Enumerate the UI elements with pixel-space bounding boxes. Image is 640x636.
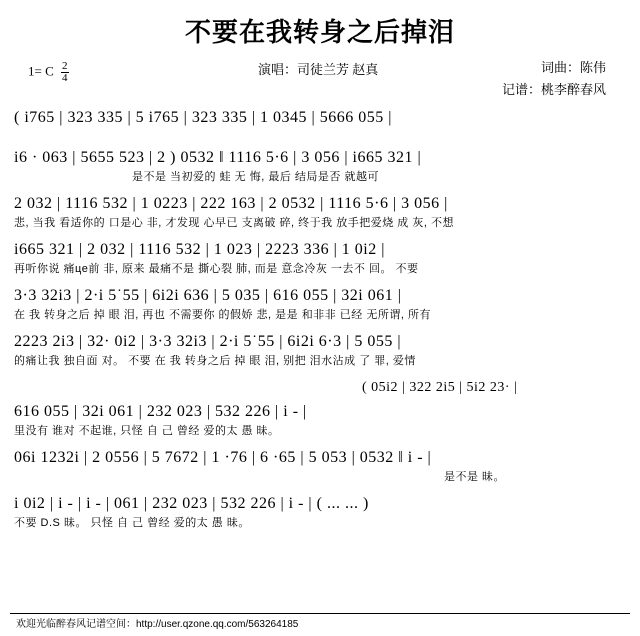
footer-text: 欢迎光临醉春风记谱空间：http://user.qzone.qq.com/563264185 bbox=[16, 619, 299, 630]
lyric-line: 再听你说 痛це前 非, 原来 最痛不是 撕心裂 肺, 而是 意念冷灰 一去不 回。 不要 bbox=[14, 263, 419, 275]
note-line: ( 05i2 | 322 2i5 | 5i2 23· | bbox=[362, 380, 518, 395]
note-line: i 0i2 | i - | i - | 061 | 232 023 | 532 226 | i - | ( ... ... ) bbox=[14, 495, 369, 512]
music-system bbox=[14, 331, 626, 377]
music-system bbox=[14, 193, 626, 239]
lyric-line: 是不是 昧。 bbox=[444, 471, 506, 483]
music-system bbox=[14, 447, 626, 493]
key-signature bbox=[28, 61, 69, 84]
music-system bbox=[14, 285, 626, 331]
music-system bbox=[14, 493, 626, 539]
page-title: 不要在我转身之后掉泪 bbox=[184, 18, 455, 47]
note-line: 616 055 | 32i 061 | 232 023 | 532 226 | i - | bbox=[14, 403, 307, 420]
footer-divider bbox=[10, 613, 630, 614]
note-line: 06i 1232i | 2 0556 | 5 7672 | 1 ·76 | 6 ·65 | 5 053 | 0532 ‖ i - | bbox=[14, 449, 432, 466]
sheet-music-page bbox=[0, 12, 640, 636]
lyric-line: 在 我 转身之后 掉 眼 泪, 再也 不需要你 的假娇 悲, 是是 和非非 已经 无所谓, 所有 bbox=[14, 309, 431, 321]
key-signature-label: 1= C bbox=[28, 63, 54, 79]
note-line: i6 · 063 | 5655 523 | 2 ) 0532 ‖ 1116 5·6 | 3 056 | i665 321 | bbox=[14, 149, 422, 166]
lyric-line: 不要 D.S 昧。 只怪 自 己 曾经 爱的太 愚 昧。 bbox=[14, 517, 250, 529]
note-line: 3·3 32i3 | 2·i 5˙55 | 6i2i 636 | 5 035 | 616 055 | 32i 061 | bbox=[14, 287, 402, 304]
music-system bbox=[14, 107, 626, 147]
note-line: 2223 2i3 | 32· 0i2 | 3·3 32i3 | 2·i 5˙55 | 6i2i 6·3 | 5 055 | bbox=[14, 333, 402, 350]
credit-singer: 演唱：司徒兰芳 赵真 bbox=[258, 62, 379, 77]
note-line: ( i765 | 323 335 | 5 i765 | 323 335 | 1 0345 | 5666 055 | bbox=[14, 109, 392, 126]
lyric-line: 里没有 谁对 不起谁, 只怪 自 己 曾经 爱的太 愚 昧。 bbox=[14, 425, 280, 437]
credit-notator: 记谱：桃李醉春风 bbox=[501, 82, 606, 97]
lyric-line: 是不是 当初爱的 蛙 无 悔, 最后 结局是否 就越可 bbox=[132, 171, 379, 183]
lyric-line: 悲, 当我 看适你的 口是心 非, 才发现 心早已 支离破 碎, 终于我 放手把爱烧 成 灰, 不想 bbox=[14, 217, 454, 229]
music-system bbox=[14, 239, 626, 285]
music-system bbox=[14, 147, 626, 193]
lyric-line: 的痛让我 独自面 对。 不要 在 我 转身之后 掉 眼 泪, 别把 泪水沾成 了 罪, 爱情 bbox=[14, 355, 416, 367]
score-header bbox=[0, 55, 640, 107]
lyric-line bbox=[14, 129, 626, 145]
music-system bbox=[14, 401, 626, 447]
time-signature-denominator: 4 bbox=[62, 72, 68, 84]
time-signature-numerator: 2 bbox=[62, 60, 68, 72]
note-line: 2 032 | 1116 532 | 1 0223 | 222 163 | 2 0532 | 1116 5·6 | 3 056 | bbox=[14, 195, 448, 212]
credit-writer: 词曲：陈伟 bbox=[540, 60, 606, 75]
time-signature bbox=[61, 61, 69, 84]
note-line: i665 321 | 2 032 | 1116 532 | 1 023 | 2223 336 | 1 0i2 | bbox=[14, 241, 385, 258]
music-system-cue bbox=[14, 377, 626, 401]
